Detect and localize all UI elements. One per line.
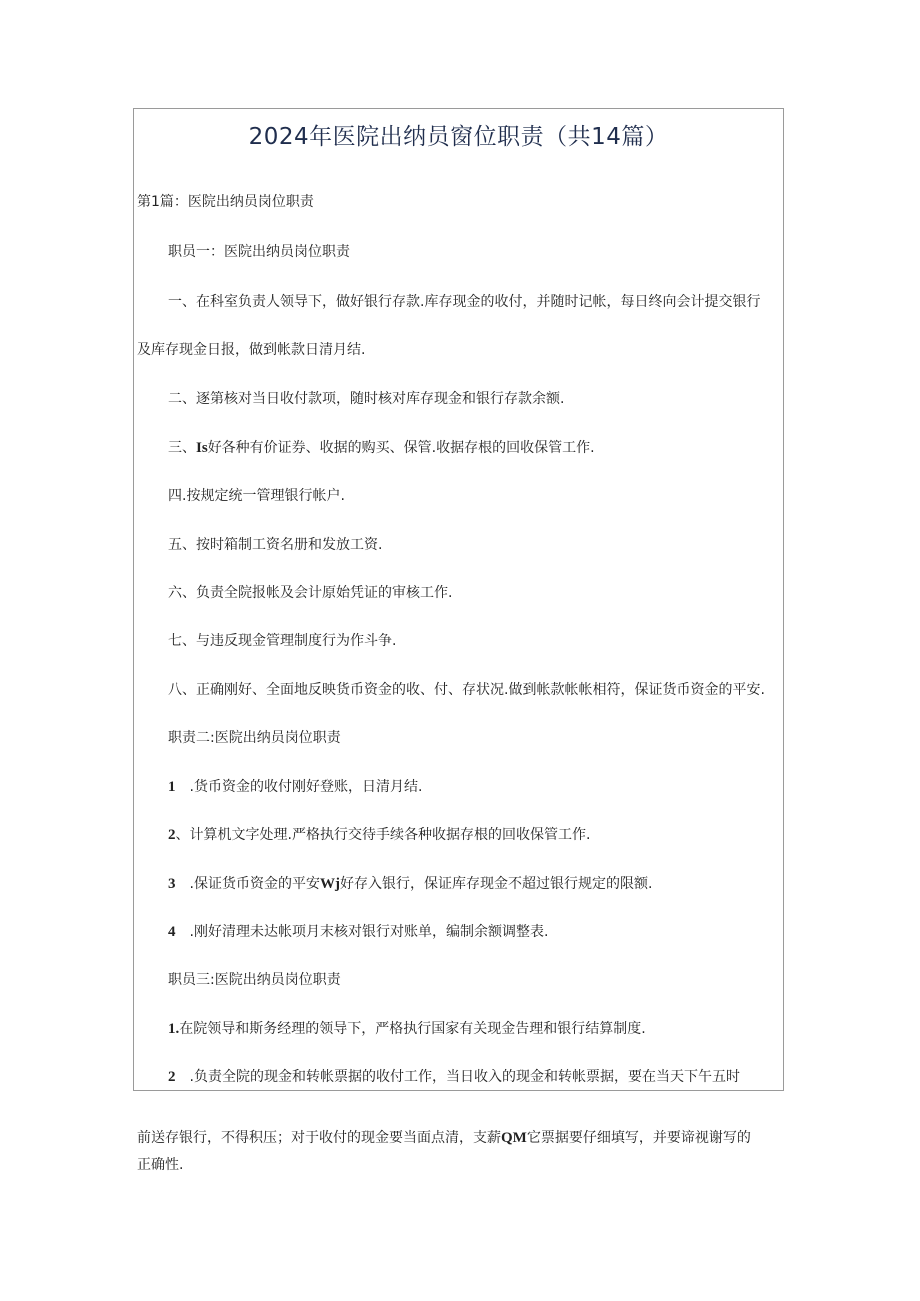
continuation-text: 前送存银行，不得积压；对于收付的现金要当面点清，支薪 [137,1130,501,1146]
list-text: .保证货币资金的平安 [189,876,320,892]
subsection-title-3: 职员三:医院出纳员岗位职责 [168,972,341,988]
list-number: 1. [168,1021,180,1037]
paragraph-item-3 [168,439,595,457]
list-item-2-1 [168,778,422,796]
list-item-3-1 [168,1020,646,1038]
list-number: 2 [168,1069,176,1085]
list-number: 1 [168,779,176,795]
continuation-bold-text: QM [501,1130,527,1146]
list-number: 2 [168,827,176,843]
list-text: .刚好清理未达帐项月末核对银行对账单，编制余额调整表. [189,924,549,940]
document-title: 2024年医院出纳员窗位职责（共14篇） [248,124,669,150]
item-3-prefix: 三、 [168,440,196,456]
paragraph-item-1-line-2: 及库存现金日报，做到帐款日清月结. [137,342,366,358]
paragraph-item-8: 八、正确刚好、全面地反映货币资金的收、付、存状况.做到帐款帐帐相符，保证货币资金的平安. [168,682,765,698]
continuation-text-rest: 它票据要仔细填写，并要谛视谢写的 [526,1130,751,1146]
paragraph-item-7: 七、与违反现金管理制度行为作斗争. [168,633,397,649]
subsection-title-2: 职责二:医院出纳员岗位职责 [168,730,341,746]
paragraph-item-1-line-1: 一、在科室负责人领导下，做好银行存款.库存现金的收付，并随时记帐，每日终向会计提交银行 [168,294,761,310]
list-text-rest: 好存入银行，保证库存现金不超过银行规定的限额. [339,876,653,892]
paragraph-item-2: 二、逐第核对当日收付款项，随时核对库存现金和银行存款余额. [168,391,565,407]
list-bold-text: Wj [319,876,340,892]
section-heading: 第1篇：医院出纳员岗位职责 [137,194,314,210]
continuation-line-1 [137,1129,751,1147]
list-text: 、计算机文字处理.严格执行交待手续各种收据存根的回收保管工作. [175,827,591,843]
list-item-2-3 [168,875,652,893]
list-text: .货币资金的收付刚好登账，日清月结. [189,779,423,795]
paragraph-item-4: 四.按规定统一管理银行帐户. [168,488,345,504]
list-number: 3 [168,876,176,892]
list-item-2-4 [168,923,548,941]
list-item-3-2 [168,1068,740,1086]
list-number: 4 [168,924,176,940]
item-3-rest: 好各种有价证券、收据的购买、保管.收据存根的回收保管工作. [207,440,595,456]
list-text: .负责全院的现金和转帐票据的收付工作，当日收入的现金和转帐票据，要在当天下午五时 [189,1069,740,1085]
paragraph-item-6: 六、负责全院报帐及会计原始凭证的审核工作. [168,585,453,601]
continuation-line-2: 正确性. [137,1157,184,1173]
list-item-2-2 [168,826,590,844]
item-3-bold-text: Is [196,440,208,456]
list-text: 在院领导和斯务经理的领导下，严格执行国家有关现金告理和银行结算制度. [179,1021,646,1037]
subsection-title-1: 职员一：医院出纳员岗位职责 [168,244,350,260]
paragraph-item-5: 五、按时箱制工资名册和发放工资. [168,537,383,553]
